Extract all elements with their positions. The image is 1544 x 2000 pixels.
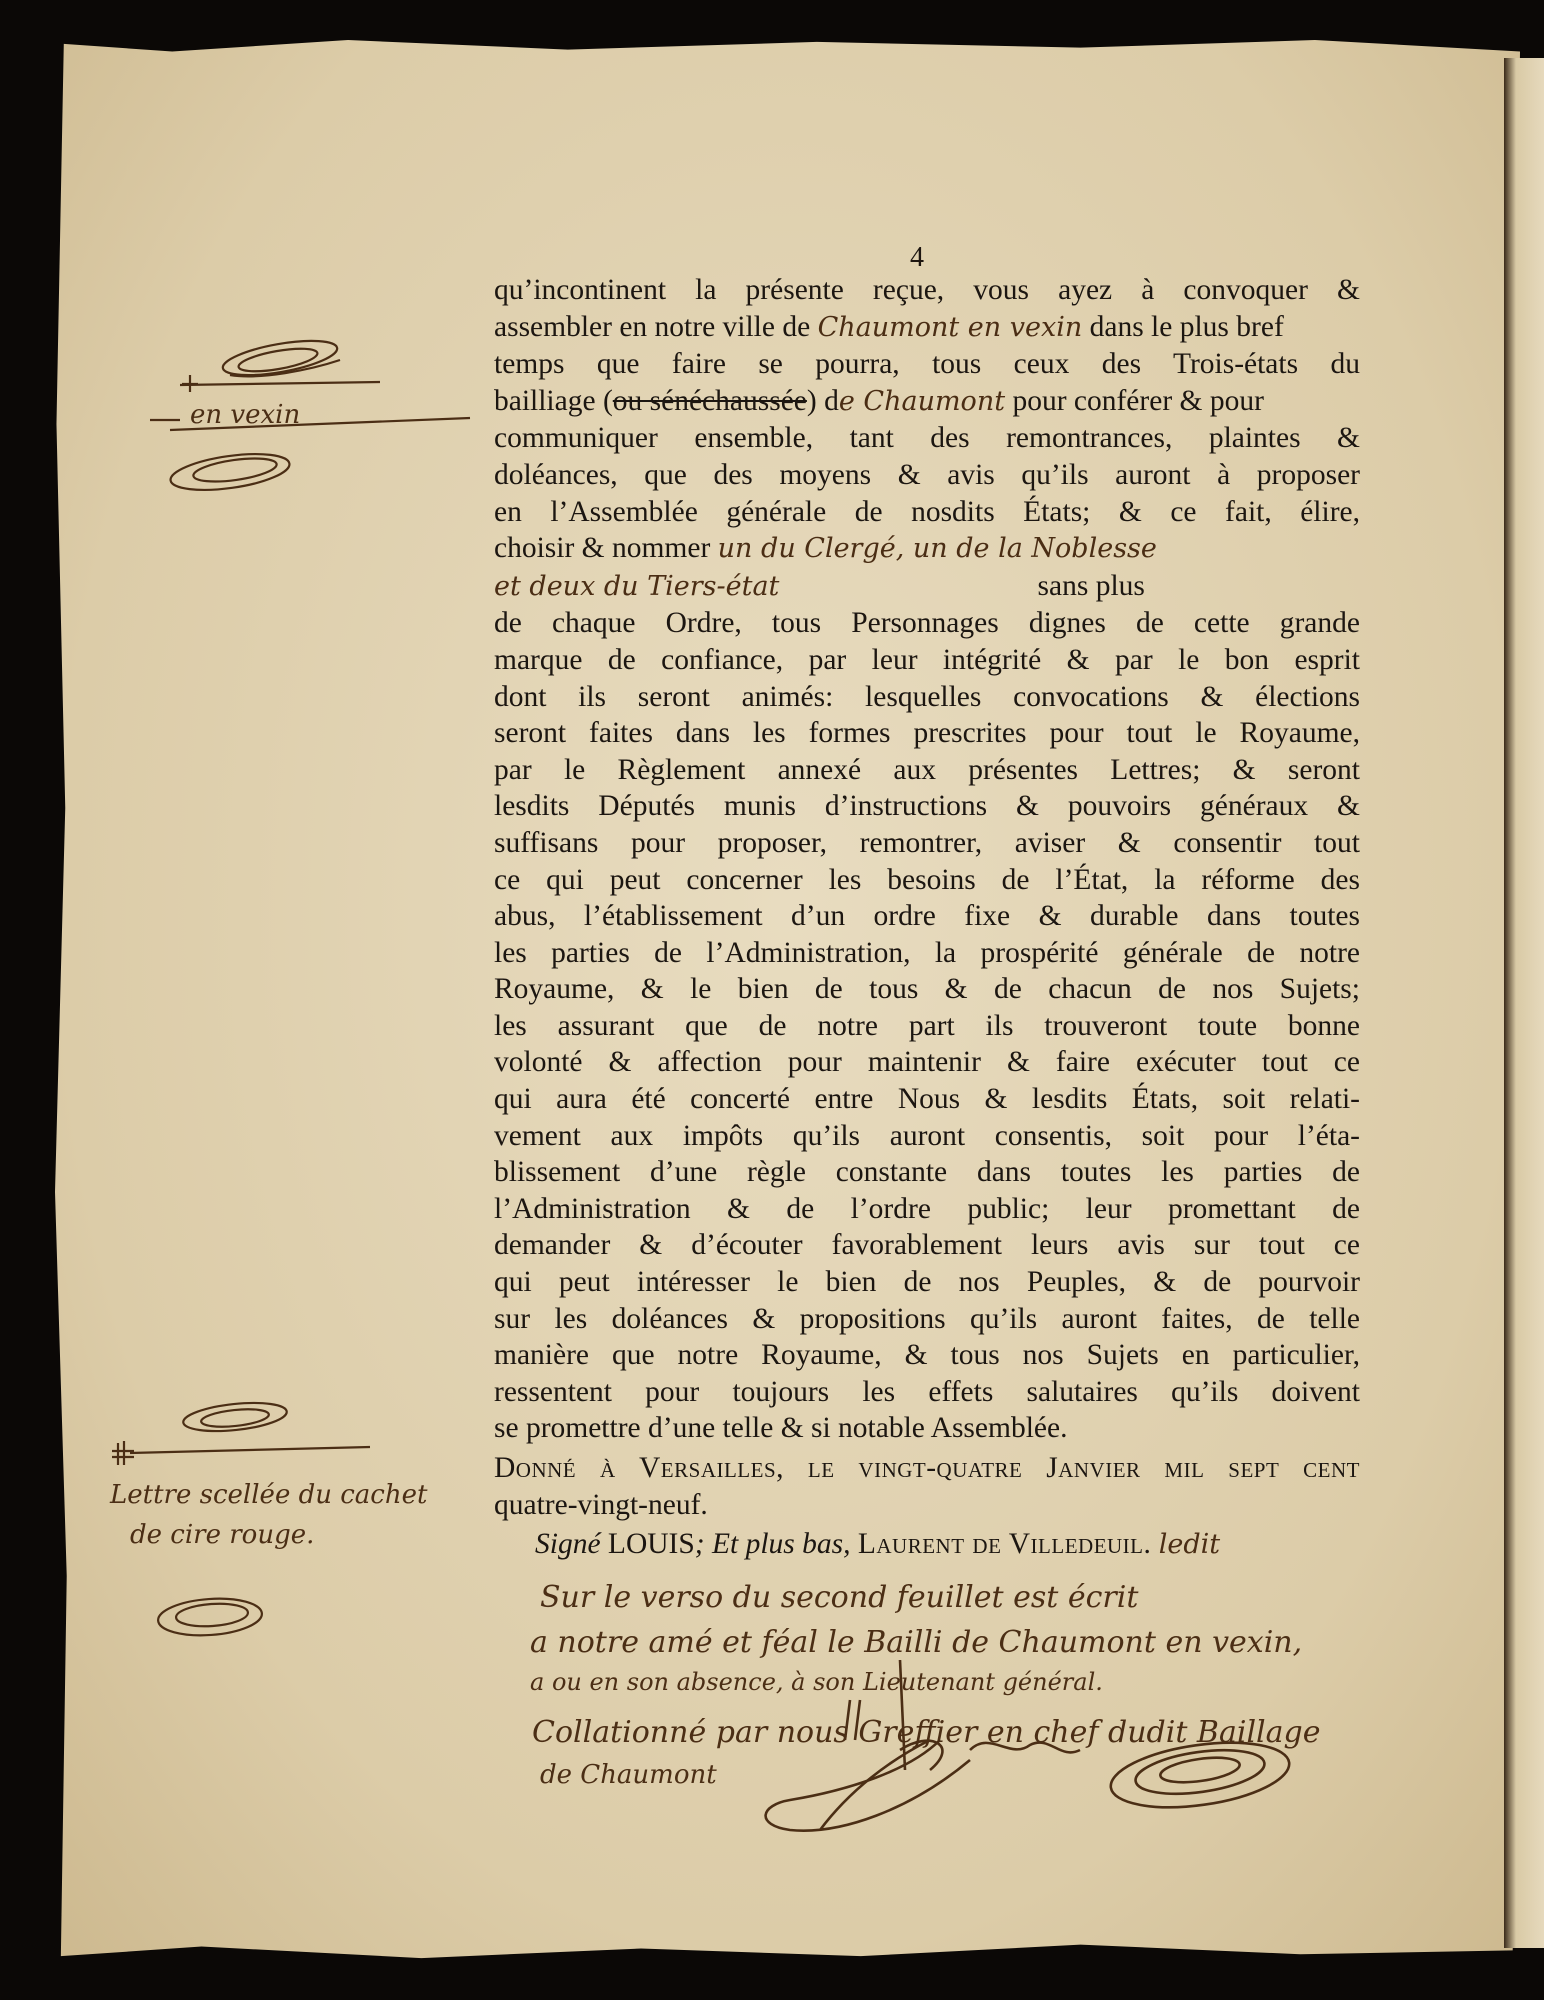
printed-text: assembler en notre ville de bbox=[494, 310, 818, 343]
dateline-line-2: quatre-vingt-neuf. bbox=[494, 1488, 708, 1521]
printed-text: dans le plus bref bbox=[1082, 310, 1284, 343]
text-line: qui aura été concerté entre Nous & lesdits États, soit relati- bbox=[494, 1083, 1360, 1116]
printed-text: ) d bbox=[806, 384, 839, 417]
text-line: volonté & affection pour maintenir & faire exécuter tout ce bbox=[494, 1046, 1360, 1079]
printed-text: pour conférer & pour bbox=[1005, 384, 1264, 417]
text-line: ce qui peut concerner les besoins de l’État, la réforme des bbox=[494, 863, 1360, 896]
adjacent-page-edge bbox=[1504, 58, 1544, 1948]
text-line: Royaume, & le bien de tous & de chacun de nos Sujets; bbox=[494, 973, 1360, 1006]
margin-note-upper: en vexin bbox=[190, 400, 301, 430]
printed-text: choisir & nommer bbox=[494, 532, 718, 565]
handwritten-insertion: et deux du Tiers-état bbox=[494, 570, 780, 602]
text-line: l’Administration & de l’ordre public; leur promettant de bbox=[494, 1192, 1360, 1225]
greffier-signature-flourish bbox=[730, 1640, 1430, 1870]
margin-paraph-lower bbox=[110, 1395, 510, 1645]
text-line bbox=[494, 309, 1360, 347]
text-line: temps que faire se pourra, tous ceux des Trois-états du bbox=[494, 348, 1360, 381]
text-line: ressentent pour toujours les effets salutaires qu’ils doivent bbox=[494, 1375, 1360, 1408]
text-line: abus, l’établissement d’un ordre fixe & durable dans toutes bbox=[494, 900, 1360, 933]
handwritten-ledit: ledit bbox=[1158, 1529, 1221, 1560]
page-number: 4 bbox=[910, 242, 924, 273]
manuscript-note-2: a notre amé et féal le Bailli de Chaumont en vexin, bbox=[530, 1625, 1303, 1660]
text-line: dont ils seront animés: lesquelles convocations & élections bbox=[494, 680, 1360, 713]
text-line: qu’incontinent la présente reçue, vous ayez à convoquer & bbox=[494, 274, 1360, 306]
text-line: qui peut intéresser le bien de nos Peuples, & de pourvoir bbox=[494, 1266, 1360, 1299]
text-line: en l’Assemblée générale de nosdits États; & ce fait, élire, bbox=[494, 495, 1360, 528]
handwritten-insertion: un du Clergé, un de la Noblesse bbox=[717, 533, 1157, 565]
text-line: communiquer ensemble, tant des remontrances, plaintes & bbox=[494, 422, 1360, 455]
text-line: lesdits Députés munis d’instructions & pouvoirs généraux & bbox=[494, 790, 1360, 823]
manuscript-note-1: Sur le verso du second feuillet est écrit bbox=[540, 1580, 1139, 1615]
text-line: suffisans pour proposer, remontrer, aviser & consentir tout bbox=[494, 826, 1360, 859]
dateline bbox=[494, 1450, 1360, 1523]
margin-note-lower-2: de cire rouge. bbox=[130, 1520, 315, 1550]
margin-paraph-upper bbox=[140, 330, 400, 510]
text-line: les parties de l’Administration, la prospérité générale de notre bbox=[494, 936, 1360, 969]
signe-label: Signé bbox=[535, 1528, 601, 1560]
text-line bbox=[494, 530, 1360, 568]
handwritten-insertion: Chaumont en vexin bbox=[817, 311, 1083, 343]
text-line: demander & d’écouter favorablement leurs avis sur tout ce bbox=[494, 1229, 1360, 1262]
minister-name: Laurent de Villedeuil. bbox=[857, 1528, 1152, 1560]
text-line: sur les doléances & propositions qu’ils auront faites, de telle bbox=[494, 1302, 1360, 1335]
dateline-line-1 bbox=[494, 1450, 1360, 1487]
text-line bbox=[494, 568, 1360, 606]
text-line bbox=[494, 383, 1360, 421]
signature-block bbox=[535, 1528, 1220, 1561]
text-line: marque de confiance, par leur intégrité & par le bon esprit bbox=[494, 643, 1360, 676]
manuscript-note-3: a ou en son absence, à son Lieutenant général. bbox=[530, 1668, 1103, 1696]
et-plus-bas-label: ; Et plus bas, bbox=[694, 1528, 851, 1560]
text-line: doléances, que des moyens & avis qu’ils auront à proposer bbox=[494, 458, 1360, 491]
text-line: blissement d’une règle constante dans toutes les parties de bbox=[494, 1156, 1360, 1189]
king-name: LOUIS bbox=[607, 1528, 695, 1560]
manuscript-note-4: Collationné par nous Greffier en chef dudit Baillage bbox=[532, 1715, 1321, 1750]
text-line: manière que notre Royaume, & tous nos Sujets en particulier, bbox=[494, 1339, 1360, 1372]
printed-text: bailliage ( bbox=[494, 384, 613, 417]
printed-text: sans plus bbox=[779, 569, 1145, 602]
text-line: par le Règlement annexé aux présentes Lettres; & seront bbox=[494, 753, 1360, 786]
handwritten-insertion: e Chaumont bbox=[838, 385, 1006, 417]
manuscript-note-5: de Chaumont bbox=[540, 1760, 717, 1790]
margin-note-lower-1: Lettre scellée du cachet bbox=[110, 1480, 428, 1510]
text-line: vement aux impôts qu’ils auront consentis, soit pour l’éta- bbox=[494, 1119, 1360, 1152]
struck-text: ou sénéchaussée bbox=[612, 384, 807, 417]
decree-body-text bbox=[494, 272, 1360, 1447]
text-line: les assurant que de notre part ils trouveront toute bonne bbox=[494, 1009, 1360, 1042]
text-line: de chaque Ordre, tous Personnages dignes de cette grande bbox=[494, 607, 1360, 640]
text-line: se promettre d’une telle & si notable Assemblée. bbox=[494, 1412, 1068, 1445]
dateline-text-1: Donné à Versailles, le vingt-quatre Janvier mil sept cent bbox=[494, 1452, 1360, 1484]
text-line: seront faites dans les formes prescrites pour tout le Royaume, bbox=[494, 717, 1360, 750]
